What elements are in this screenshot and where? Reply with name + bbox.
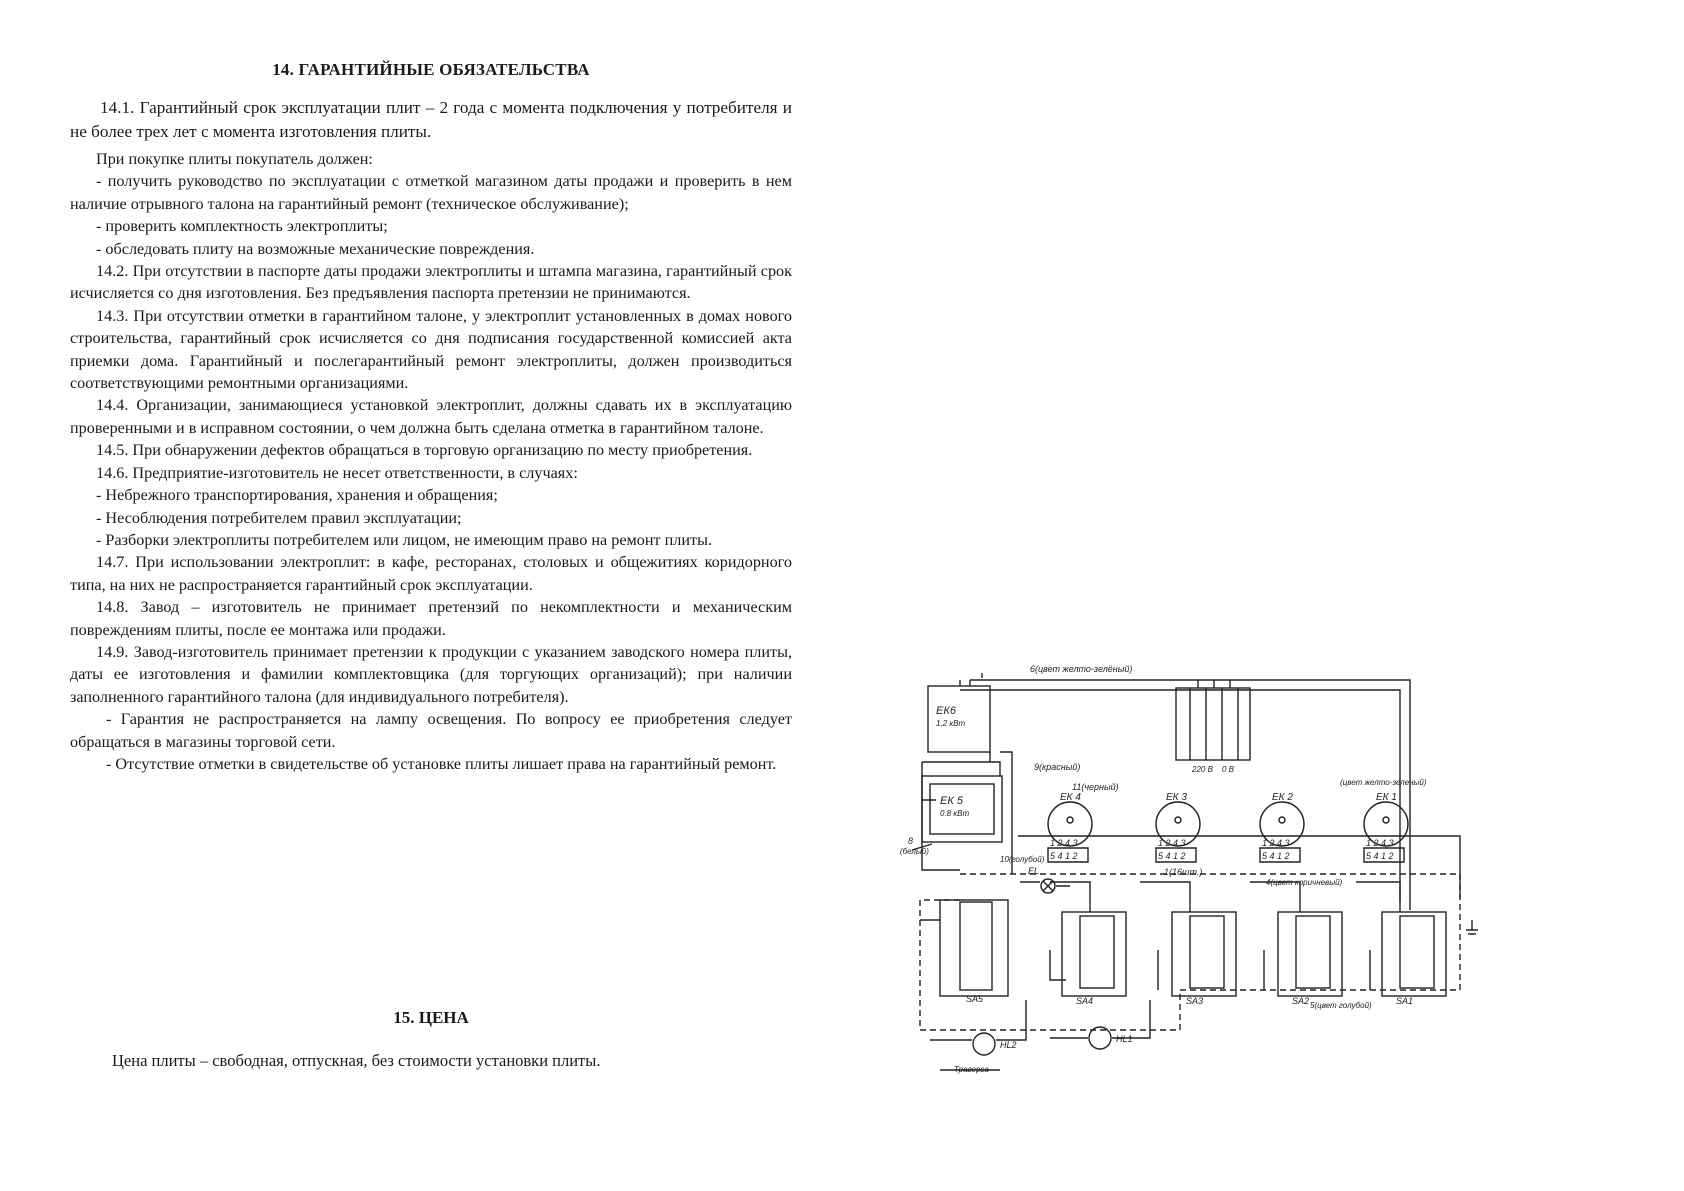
traverse-label: Траверса xyxy=(954,1065,989,1074)
term-ek1: 1 2 4 3 xyxy=(1366,838,1394,848)
sa2-label: SA2 xyxy=(1292,996,1310,1006)
wire-10-label: 10(голубой) xyxy=(1000,855,1045,864)
ek6-power: 1,2 кВт xyxy=(936,719,966,728)
ek4-label: ЕК 4 xyxy=(1060,792,1081,803)
sa1-label: SA1 xyxy=(1396,996,1414,1006)
wire-yg-label: (цвет желто-зеленый) xyxy=(1340,778,1427,787)
wiring-diagram xyxy=(900,650,1600,1120)
warranty-paragraph: 14.9. Завод-изготовитель принимает претензии к продукции с указанием заводского номера плиты, даты ее изготовления и фамилии комплектовщика (для торгующих организаций); при наличии заполненного гарантийного талона (для индивидуального потребителя). xyxy=(70,642,792,706)
section-15-title: 15. ЦЕНА xyxy=(393,1008,469,1027)
term2-ek3: 5 4 1 2 xyxy=(1158,851,1186,861)
warranty-paragraph: 14.7. При использовании электроплит: в кафе, ресторанах, столовых и общежитиях коридорного типа, на них не распространяется гарантийный срок эксплуатации. xyxy=(70,553,792,594)
wire-6-label: 6(цвет желто-зелёный) xyxy=(1030,664,1133,674)
term2-ek4: 5 4 1 2 xyxy=(1050,851,1078,861)
el-label: EL xyxy=(1028,866,1040,876)
sa5-switch xyxy=(940,900,1008,996)
ek5-power: 0.8 кВт xyxy=(940,809,970,818)
warranty-paragraph: - проверить комплектность электроплиты; xyxy=(96,217,388,236)
warranty-paragraph: При покупке плиты покупатель должен: xyxy=(96,150,373,168)
section-14-title: 14. ГАРАНТИЙНЫЕ ОБЯЗАТЕЛЬСТВА xyxy=(272,60,590,79)
warranty-paragraph: 14.6. Предприятие-изготовитель не несет ответственности, в случаях: xyxy=(96,463,578,482)
wire-5-label: 5(цвет голубой) xyxy=(1310,1001,1372,1010)
warranty-paragraph: - получить руководство по эксплуатации с отметкой магазином даты продажи и проверить в нем наличие отрывного талона на гарантийный ремонт (техническое обслуживание); xyxy=(70,172,792,213)
wire-9-label: 9(красный) xyxy=(1034,762,1081,772)
warranty-paragraph: - Несоблюдения потребителем правил эксплуатации; xyxy=(96,508,462,527)
term2-ek1: 5 4 1 2 xyxy=(1366,851,1394,861)
wire-1-label: 1(16шт.) xyxy=(1164,867,1203,877)
warranty-paragraph: 14.8. Завод – изготовитель не принимает претензий по некомплектности и механическим повреждениям плиты, после ее монтажа или продажи. xyxy=(70,598,792,639)
warranty-paragraph: - Разборки электроплиты потребителем или лицом, не имеющим право на ремонт плиты. xyxy=(96,530,713,549)
sa3-label: SA3 xyxy=(1186,996,1204,1006)
ek5-label: ЕК 5 xyxy=(940,795,963,807)
warranty-paragraph: - Небрежного транспортирования, хранения и обращения; xyxy=(96,486,498,505)
ek1-label: ЕК 1 xyxy=(1376,792,1397,803)
warranty-paragraph: 14.5. При обнаружении дефектов обращаться в торговую организацию по месту приобретения. xyxy=(96,441,753,460)
warranty-paragraph: - Гарантия не распространяется на лампу освещения. По вопросу ее приобретения следует обращаться в магазины торговой сети. xyxy=(70,710,792,751)
term-ek4: 1 2 4 3 xyxy=(1050,838,1078,848)
hl2-lamp xyxy=(973,1033,995,1055)
price-text: Цена плиты – свободная, отпускная, без стоимости установки плиты. xyxy=(112,1051,601,1070)
warranty-paragraph: - Отсутствие отметки в свидетельстве об установке плиты лишает права на гарантийный ремонт. xyxy=(106,754,777,773)
ek6-label: ЕК6 xyxy=(936,705,956,717)
wire-8-label: 8 xyxy=(908,836,914,846)
term-ek3: 1 2 4 3 xyxy=(1158,838,1186,848)
warranty-paragraph: 14.1. Гарантийный срок эксплуатации плит – 2 года с момента подключения у потребителя и не более трех лет с момента изготовления плиты. xyxy=(70,98,792,141)
ek3-label: ЕК 3 xyxy=(1166,792,1187,803)
warranty-section xyxy=(70,60,792,775)
warranty-paragraph: 14.3. При отсутствии отметки в гарантийном талоне, у электроплит установленных в домах нового строительства, гарантийный срок исчисляется со дня подписания государственной комиссией акта приемки дома. Гарантийный и послегарантийный ремонт электроплиты, должен производиться соответствующими ремонтными организациями. xyxy=(70,306,792,393)
hl2-label: HL2 xyxy=(1000,1040,1017,1050)
warranty-paragraph: 14.2. При отсутствии в паспорте даты продажи электроплиты и штампа магазина, гарантийный срок исчисляется со дня изготовления. Без предъявления паспорта претензии не принимаются. xyxy=(70,262,792,303)
ek2-label: ЕК 2 xyxy=(1272,792,1293,803)
terminal-block xyxy=(1176,688,1250,760)
wire-4-label: 4(цвет коричневый) xyxy=(1266,878,1343,887)
supply-220-label: 220 В xyxy=(1192,765,1213,774)
hl1-label: HL1 xyxy=(1116,1034,1133,1044)
wire-11-label: 11(черный) xyxy=(1072,782,1119,792)
sa5-label: SA5 xyxy=(966,994,984,1004)
wiring-diagram-svg xyxy=(900,650,1600,1120)
warranty-paragraphs xyxy=(70,96,792,775)
warranty-paragraph: - обследовать плиту на возможные механические повреждения. xyxy=(96,239,535,258)
term-ek2: 1 2 4 3 xyxy=(1262,838,1290,848)
sa4-label: SA4 xyxy=(1076,996,1094,1006)
supply-0-label: 0 В xyxy=(1222,765,1235,774)
warranty-paragraph: 14.4. Организации, занимающиеся установкой электроплит, должны сдавать их в эксплуатацию проверенными и в исправном состоянии, о чем должна быть сделана отметка в гарантийном талоне. xyxy=(70,396,792,437)
term2-ek2: 5 4 1 2 xyxy=(1262,851,1290,861)
wire-8-color: (белый) xyxy=(900,847,929,856)
